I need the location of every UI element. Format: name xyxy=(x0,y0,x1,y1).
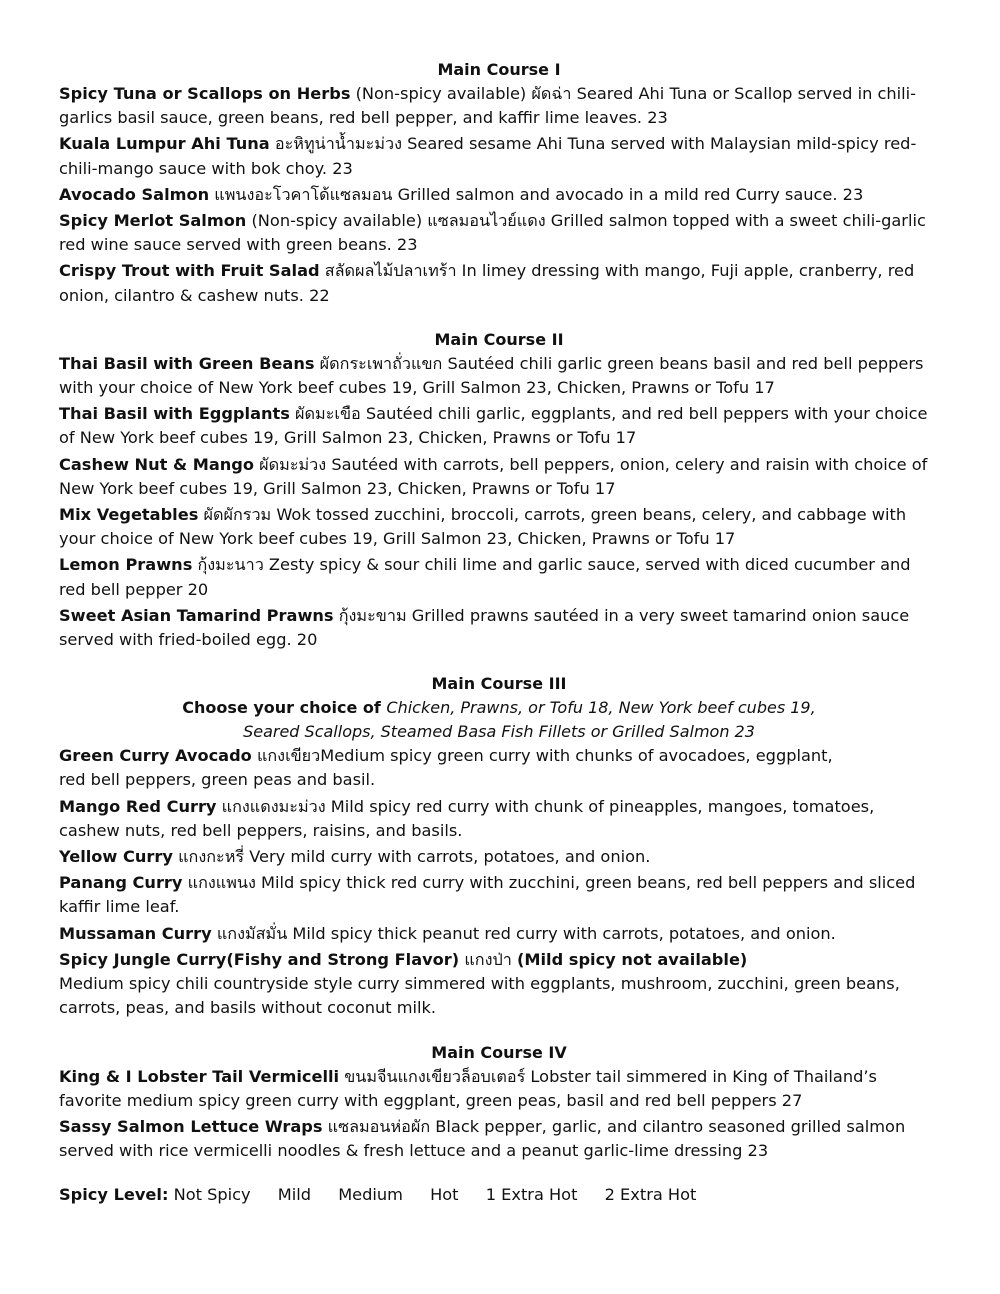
item-name: Panang Curry xyxy=(59,873,183,893)
menu-item xyxy=(59,1115,939,1163)
item-desc: ขนมจีนแกงเขียวล็อบเตอร์ Lobster tail simmered in King of Thailand’s favorite medium spicy green curry with eggplant, green peas, basil and red bell peppers 27 xyxy=(59,1066,877,1110)
menu-item xyxy=(59,132,939,180)
item-name: King & I Lobster Tail Vermicelli xyxy=(59,1066,340,1086)
choice-line xyxy=(59,696,939,720)
item-name: Avocado Salmon xyxy=(59,184,210,204)
item-thai-name: แกงป่า xyxy=(459,949,517,969)
item-desc: แซลมอนห่อผัก Black pepper, garlic, and cilantro seasoned grilled salmon served with rice vermicelli noodles & fresh lettuce and a peanut garlic-lime dressing 23 xyxy=(59,1116,906,1161)
menu-item xyxy=(59,1065,939,1113)
choice-label: Choose your choice of xyxy=(182,698,387,718)
item-desc: ผัดมะม่วง Sautéed with carrots, bell peppers, onion, celery and raisin with choice of New York beef cubes 19, Grill Salmon 23, Chicken, Prawns or Tofu 17 xyxy=(59,454,928,498)
item-desc: ผัดมะเขือ Sautéed chili garlic, eggplants, and red bell peppers with your choice of New York beef cubes 19, Grill Salmon 23, Chicken, Prawns or Tofu 17 xyxy=(59,404,928,448)
spicy-level-mild: Mild xyxy=(277,1185,312,1205)
item-desc: แกงเขียวMedium spicy green curry with chunks of avocadoes, eggplant, xyxy=(251,746,833,766)
menu-item xyxy=(59,553,939,601)
item-desc: แกงแดงมะม่วง Mild spicy red curry with chunk of pineapples, mangoes, tomatoes, cashew nuts, red bell peppers, raisins, and basils. xyxy=(59,796,875,840)
menu-item xyxy=(59,402,939,450)
spicy-level-label: Spicy Level: xyxy=(59,1185,169,1205)
item-name: Spicy Jungle Curry(Fishy and Strong Flavor) xyxy=(59,949,460,969)
item-name: Yellow Curry xyxy=(59,847,173,867)
section-title: Main Course III xyxy=(431,674,567,694)
item-desc: แกงแพนง Mild spicy thick red curry with zucchini, green beans, red bell peppers and sliced kaffir lime leaf. xyxy=(59,873,916,917)
item-name: Thai Basil with Eggplants xyxy=(59,404,290,424)
item-desc: สลัดผลไม้ปลาเทร้า In limey dressing with mango, Fuji apple, cranberry, red onion, cilantro & cashew nuts. 22 xyxy=(59,261,915,305)
section-main-course-4 xyxy=(59,1041,939,1164)
section-main-course-1 xyxy=(59,58,939,308)
item-name: Sassy Salmon Lettuce Wraps xyxy=(59,1116,323,1136)
section-title: Main Course I xyxy=(437,60,561,79)
section-main-course-3 xyxy=(59,672,939,1020)
menu-item xyxy=(59,871,939,919)
menu-item xyxy=(59,259,939,307)
item-name: Spicy Tuna or Scallops on Herbs xyxy=(59,84,351,103)
choice-options-1: Chicken, Prawns, or Tofu 18, New York beef cubes 19, xyxy=(386,698,816,718)
menu-item xyxy=(59,744,939,792)
menu-item xyxy=(59,948,939,1021)
spicy-level-1-extra-hot: 1 Extra Hot xyxy=(485,1185,578,1205)
item-desc: Medium spicy chili countryside style curry simmered with eggplants, mushroom, zucchini, green beans, carrots, peas, and basils without coconut milk. xyxy=(59,974,900,1018)
menu-item xyxy=(59,209,939,257)
item-note: (Mild spicy not available) xyxy=(516,949,748,969)
spicy-level-hot: Hot xyxy=(430,1185,459,1205)
item-desc: (Non-spicy available) แซลมอนไวย์แดง Grilled salmon topped with a sweet chili-garlic red wine sauce served with green beans. 23 xyxy=(59,211,926,255)
item-name: Sweet Asian Tamarind Prawns xyxy=(59,605,334,625)
spicy-level-not-spicy: Not Spicy xyxy=(173,1185,251,1205)
menu-item xyxy=(59,183,939,207)
item-desc: (Non-spicy available) ผัดฉ่า Seared Ahi Tuna or Scallop served in chili-garlics basil sauce, green beans, red bell pepper, and kaffir lime leaves. 23 xyxy=(59,84,916,128)
menu-item xyxy=(59,845,939,869)
item-name: Mussaman Curry xyxy=(59,923,212,943)
spicy-level-legend xyxy=(59,1183,939,1207)
item-name: Green Curry Avocado xyxy=(59,746,252,766)
item-name: Kuala Lumpur Ahi Tuna xyxy=(59,134,270,154)
item-name: Mix Vegetables xyxy=(59,505,199,525)
choice-options-2: Seared Scallops, Steamed Basa Fish Fillets or Grilled Salmon 23 xyxy=(243,722,755,742)
item-desc: แพนงอะโวคาโด้แซลมอน Grilled salmon and avocado in a mild red Curry sauce. 23 xyxy=(209,184,864,204)
item-desc: อะหิทูน่าน้ำมะม่วง Seared sesame Ahi Tuna served with Malaysian mild-spicy red-chili-mango sauce with bok choy. 23 xyxy=(59,134,917,178)
spicy-level-2-extra-hot: 2 Extra Hot xyxy=(604,1185,697,1205)
spicy-level-medium: Medium xyxy=(338,1185,403,1205)
menu-item xyxy=(59,82,939,130)
item-desc: กุ้งมะนาว Zesty spicy & sour chili lime and garlic sauce, served with diced cucumber and red bell pepper 20 xyxy=(59,555,911,599)
menu-item xyxy=(59,604,939,652)
menu-item xyxy=(59,795,939,843)
item-desc: แกงมัสมั่น Mild spicy thick peanut red curry with carrots, potatoes, and onion. xyxy=(211,923,836,943)
item-desc-cont: red bell peppers, green peas and basil. xyxy=(59,770,376,790)
item-name: Crispy Trout with Fruit Salad xyxy=(59,261,320,281)
item-desc: แกงกะหรี่ Very mild curry with carrots, potatoes, and onion. xyxy=(172,847,651,867)
section-title: Main Course IV xyxy=(431,1042,567,1062)
menu-item xyxy=(59,922,939,946)
menu-page xyxy=(59,58,939,1207)
section-title: Main Course II xyxy=(434,329,564,349)
item-name: Mango Red Curry xyxy=(59,796,217,816)
menu-item xyxy=(59,503,939,551)
item-desc: กุ้งมะขาม Grilled prawns sautéed in a very sweet tamarind onion sauce served with fried-boiled egg. 20 xyxy=(59,605,910,650)
item-name: Cashew Nut & Mango xyxy=(59,454,254,474)
item-desc: ผัดกระเพาถั่วแขก Sautéed chili garlic green beans basil and red bell peppers with your choice of New York beef cubes 19, Grill Salmon 23, Chicken, Prawns or Tofu 17 xyxy=(59,353,924,398)
menu-item xyxy=(59,453,939,501)
choice-line xyxy=(59,720,939,744)
item-desc: ผัดผักรวม Wok tossed zucchini, broccoli, carrots, green beans, celery, and cabbage with your choice of New York beef cubes 19, Grill Salmon 23, Chicken, Prawns or Tofu 17 xyxy=(59,505,907,549)
section-main-course-2 xyxy=(59,328,939,652)
menu-item xyxy=(59,352,939,400)
item-name: Lemon Prawns xyxy=(59,555,193,575)
item-name: Spicy Merlot Salmon xyxy=(59,211,247,231)
item-name: Thai Basil with Green Beans xyxy=(59,353,315,373)
